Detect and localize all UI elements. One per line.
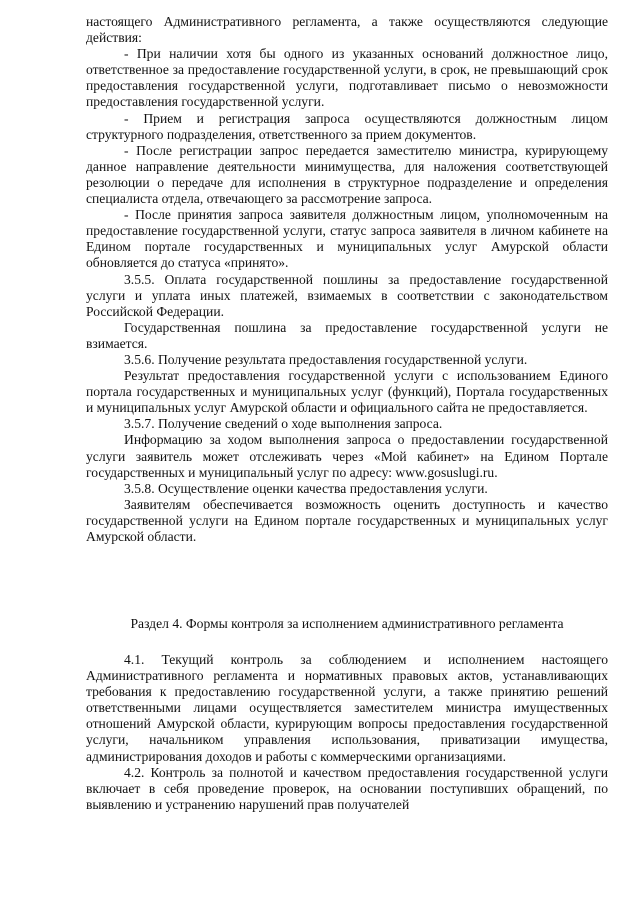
paragraph: 3.5.5. Оплата государственной пошлины за предоставление государственной услуги и уплата иных платежей, взимаемых в соответствии с законодательством Российской Федерации.	[86, 271, 608, 319]
paragraph: Информацию за ходом выполнения запроса о предоставлении государственной услуги заявитель может отслеживать через «Мой кабинет» на Едином Портале государственных и муниципальный услуг по адресу: www.gosuslugi.ru.	[86, 432, 608, 480]
paragraph: - Прием и регистрация запроса осуществляются должностным лицом структурного подразделения, ответственного за прием документов.	[86, 110, 608, 142]
paragraph: настоящего Административного регламента, а также осуществляются следующие действия:	[86, 14, 608, 46]
paragraph: 4.1. Текущий контроль за соблюдением и исполнением настоящего Административного регламента и нормативных правовых актов, устанавливающих требования к предоставлению государственной услуги, а также принятию решений ответственными лицами осуществляется заместителем министра имущественных отношений Амурской области, курирующим вопросы предоставления государственной услуги, начальником управления использования, приватизации имущества, администрирования доходов и работы с коммерческими организациями.	[86, 652, 608, 764]
paragraph: - После принятия запроса заявителя должностным лицом, уполномоченным на предоставление государственной услуги, статус запроса заявителя в личном кабинете на Едином портале государственных и муниципальных услуг Амурской области обновляется до статуса «принято».	[86, 207, 608, 271]
paragraph: Результат предоставления государственной услуги с использованием Единого портала государственных и муниципальных услуг (функций), Портала государственных и муниципальных услуг Амурской области и официального сайта не предоставляется.	[86, 368, 608, 416]
paragraph: 3.5.8. Осуществление оценки качества предоставления услуги.	[124, 480, 488, 496]
paragraph: 3.5.7. Получение сведений о ходе выполнения запроса.	[124, 416, 443, 432]
paragraph: - После регистрации запрос передается заместителю министра, курирующему данное направление деятельности минимущества, для наложения соответствующей резолюции о передаче для исполнения в структурное подразделение и определения специалиста отдела, отвечающего за рассмотрение запроса.	[86, 142, 608, 207]
document-body-part-2	[86, 652, 608, 813]
paragraph: Заявителям обеспечивается возможность оценить доступность и качество государственной услуги на Едином портале государственных и муниципальных услуг Амурской области.	[86, 496, 608, 544]
document-body-part-1	[86, 14, 608, 545]
paragraph: - При наличии хотя бы одного из указанных оснований должностное лицо, ответственное за предоставление государственной услуги, в срок, не превышающий срок предоставления государственной услуги, подготавливает письмо о невозможности предоставления государственной услуги.	[86, 46, 608, 110]
section-heading: Раздел 4. Формы контроля за исполнением административного регламента	[130, 616, 564, 631]
paragraph: Государственная пошлина за предоставление государственной услуги не взимается.	[86, 319, 608, 351]
paragraph: 4.2. Контроль за полнотой и качеством предоставления государственной услуги включает в себя проведение проверок, на основании поступивших обращений, по выявлению и устранению нарушений прав получателей	[86, 764, 608, 812]
paragraph: 3.5.6. Получение результата предоставления государственной услуги.	[124, 351, 528, 367]
